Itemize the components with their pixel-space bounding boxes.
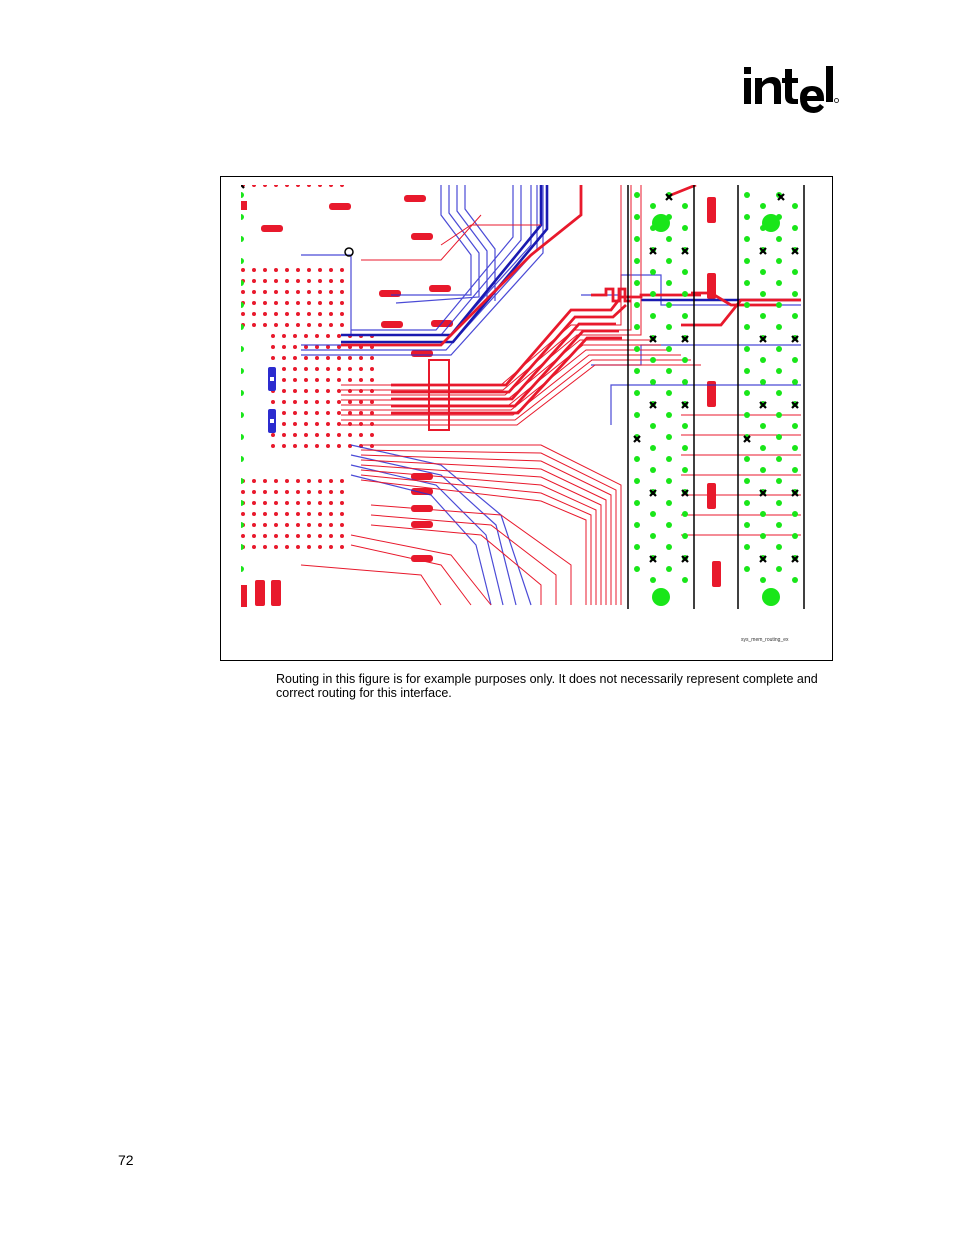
bga-pad-array bbox=[241, 185, 374, 549]
blue-components bbox=[268, 367, 276, 433]
blue-heavy-traces bbox=[341, 185, 801, 342]
pcb-routing-drawing bbox=[241, 185, 816, 609]
intel-logo-icon bbox=[740, 62, 840, 118]
red-traces bbox=[301, 185, 801, 605]
page-number: 72 bbox=[118, 1152, 134, 1168]
figure-caption: Routing in this figure is for example purposes only. It does not necessarily represent complete and correct routing for this interface. bbox=[276, 672, 818, 700]
figure-file-id: sys_mem_routing_ex bbox=[741, 637, 789, 643]
resistor-components bbox=[241, 195, 721, 607]
figure-frame bbox=[220, 176, 833, 661]
